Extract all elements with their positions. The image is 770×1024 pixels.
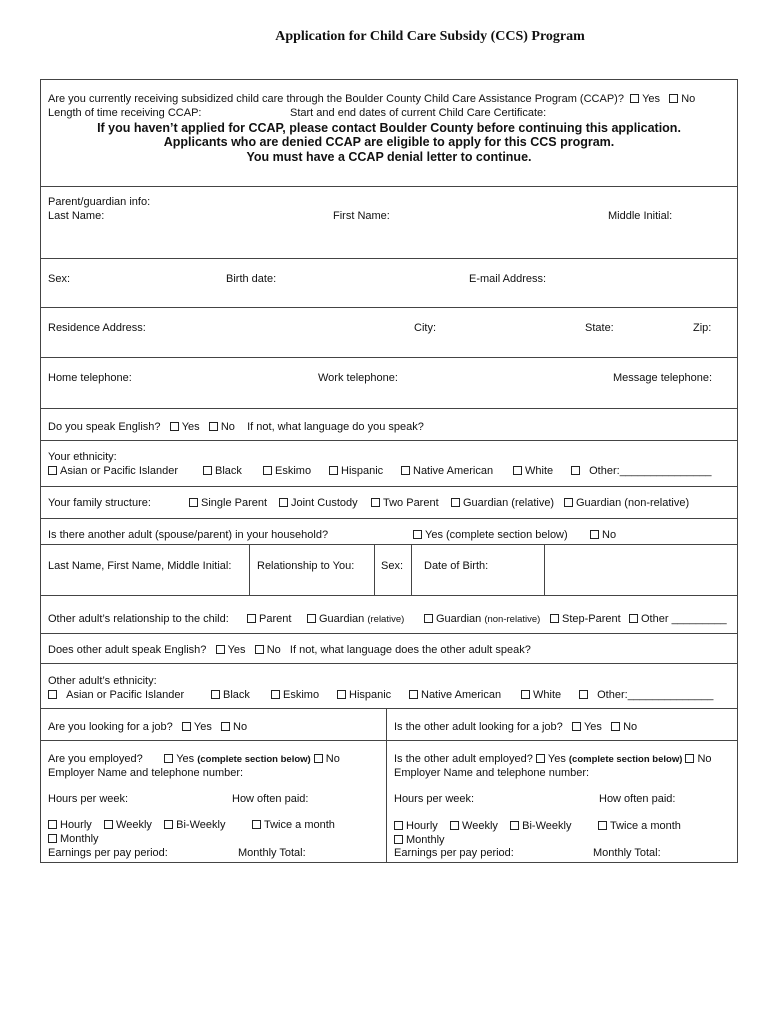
column-divider <box>386 708 387 863</box>
other-looking-job-row: Is the other adult looking for a job? Yes No <box>394 721 638 733</box>
family-option[interactable]: Guardian (relative) <box>451 497 554 510</box>
employed-no-checkbox[interactable] <box>314 754 323 763</box>
english-yes-checkbox[interactable] <box>170 422 179 431</box>
divider <box>40 440 738 441</box>
checkbox-icon <box>413 530 422 539</box>
how-often-label: How often paid: <box>232 793 309 805</box>
other-ethnicity-option[interactable]: Hispanic <box>337 689 391 702</box>
zip-field[interactable]: Zip: <box>693 322 712 334</box>
ethnicity-option[interactable]: Asian or Pacific Islander <box>48 465 178 478</box>
family-option[interactable]: Guardian (non-relative) <box>564 497 689 510</box>
ccap-yes-checkbox[interactable] <box>630 94 639 103</box>
ethnicity-option[interactable]: Black <box>203 465 242 478</box>
other-english-yes-checkbox[interactable] <box>216 645 225 654</box>
residence-field[interactable]: Residence Address: <box>48 322 146 334</box>
checkbox-icon <box>401 466 410 475</box>
checkbox-icon <box>571 466 580 475</box>
form-border-left <box>40 79 41 863</box>
other-adult-yes[interactable]: Yes (complete section below) <box>413 529 568 542</box>
checkbox-icon <box>629 614 638 623</box>
monthly-option[interactable]: Monthly <box>48 833 99 846</box>
other-english-no-checkbox[interactable] <box>255 645 264 654</box>
other-looking-yes-checkbox[interactable] <box>572 722 581 731</box>
hourly-checkbox[interactable] <box>48 820 57 829</box>
weekly-checkbox[interactable] <box>104 820 113 829</box>
biweekly-checkbox[interactable] <box>164 820 173 829</box>
other-adult-question: Is there another adult (spouse/parent) in your household? <box>48 529 329 541</box>
child-rel-parent[interactable]: Parent <box>247 613 291 626</box>
other-hours-field[interactable]: Hours per week: <box>394 793 475 805</box>
child-rel-step-parent[interactable]: Step-Parent <box>550 613 621 626</box>
other-adult-dob-field[interactable]: Date of Birth: <box>424 560 489 572</box>
home-phone-field[interactable]: Home telephone: <box>48 372 132 384</box>
divider <box>544 544 545 595</box>
family-option[interactable]: Single Parent <box>189 497 267 510</box>
ethnicity-option[interactable]: Other:_______________ <box>571 465 711 478</box>
checkbox-icon <box>307 614 316 623</box>
employer-field[interactable]: Employer Name and telephone number: <box>48 767 244 779</box>
checkbox-icon <box>189 498 198 507</box>
checkbox-icon <box>48 690 57 699</box>
checkbox-icon <box>564 498 573 507</box>
divider <box>40 708 738 709</box>
employed-row: Are you employed? Yes (complete section below) No <box>48 753 340 765</box>
other-ethnicity-option[interactable]: White <box>521 689 561 702</box>
other-biweekly-checkbox[interactable] <box>510 821 519 830</box>
divider <box>40 518 738 519</box>
other-ethnicity-option[interactable]: Eskimo <box>271 689 319 702</box>
checkbox-icon <box>48 466 57 475</box>
ethnicity-option[interactable]: Eskimo <box>263 465 311 478</box>
other-ethnicity-heading: Other adult’s ethnicity: <box>48 675 157 687</box>
ethnicity-option[interactable]: White <box>513 465 553 478</box>
looking-job-row: Are you looking for a job? Yes No <box>48 721 248 733</box>
parent-heading: Parent/guardian info: <box>48 196 151 208</box>
earnings-field[interactable]: Earnings per pay period: <box>48 847 168 859</box>
monthly-total-field[interactable]: Monthly Total: <box>238 847 306 859</box>
hours-field[interactable]: Hours per week: <box>48 793 129 805</box>
ccap-notice-2: Applicants who are denied CCAP are eligible to apply for this CCS program. <box>163 135 615 149</box>
divider <box>40 595 738 596</box>
checkbox-icon <box>211 690 220 699</box>
checkbox-icon <box>337 690 346 699</box>
child-rel-guardian-nonrelative[interactable]: Guardian (non-relative) <box>424 613 540 626</box>
checkbox-icon <box>48 834 57 843</box>
middle-initial-field[interactable]: Middle Initial: <box>608 210 673 222</box>
other-twice-month-option[interactable]: Twice a month <box>598 820 681 833</box>
divider <box>40 357 738 358</box>
checkbox-icon <box>271 690 280 699</box>
city-field[interactable]: City: <box>414 322 436 334</box>
other-adult-no[interactable]: No <box>590 529 616 542</box>
ccap-dates-label: Start and end dates of current Child Care Certificate: <box>290 107 547 119</box>
checkbox-icon <box>424 614 433 623</box>
other-employer-field[interactable]: Employer Name and telephone number: <box>394 767 590 779</box>
divider <box>40 186 738 187</box>
message-phone-field[interactable]: Message telephone: <box>613 372 713 384</box>
checkbox-icon <box>590 530 599 539</box>
checkbox-icon <box>263 466 272 475</box>
english-no-checkbox[interactable] <box>209 422 218 431</box>
form-border-top <box>40 79 738 80</box>
other-looking-no-checkbox[interactable] <box>611 722 620 731</box>
divider <box>40 486 738 487</box>
first-name-field[interactable]: First Name: <box>333 210 390 222</box>
other-employed-row: Is the other adult employed? Yes (complete section below) No <box>394 753 712 765</box>
page-title: Application for Child Care Subsidy (CCS) Program <box>275 29 585 44</box>
other-ethnicity-option[interactable]: Native American <box>409 689 501 702</box>
other-employed-yes-checkbox[interactable] <box>536 754 545 763</box>
checkbox-icon <box>203 466 212 475</box>
checkbox-icon <box>550 614 559 623</box>
other-hourly-checkbox[interactable] <box>394 821 403 830</box>
other-ethnicity-option[interactable]: Black <box>211 689 250 702</box>
ccap-length-label: Length of time receiving CCAP: <box>48 107 202 119</box>
checkbox-icon <box>394 835 403 844</box>
twice-month-option[interactable]: Twice a month <box>252 819 335 832</box>
divider <box>40 408 738 409</box>
family-label: Your family structure: <box>48 497 151 509</box>
divider <box>249 544 250 595</box>
employed-yes-checkbox[interactable] <box>164 754 173 763</box>
checkbox-icon <box>409 690 418 699</box>
other-adult-relationship-field[interactable]: Relationship to You: <box>257 560 355 572</box>
pay-frequency-row: Hourly Weekly Bi-Weekly <box>48 819 225 832</box>
sex-field[interactable]: Sex: <box>48 273 71 285</box>
child-relationship-label: Other adult’s relationship to the child: <box>48 613 229 625</box>
other-pay-frequency-row: Hourly Weekly Bi-Weekly <box>394 820 571 833</box>
checkbox-icon <box>451 498 460 507</box>
other-employed-no-checkbox[interactable] <box>685 754 694 763</box>
ethnicity-heading: Your ethnicity: <box>48 451 117 463</box>
child-rel-guardian-relative[interactable]: Guardian (relative) <box>307 613 404 626</box>
checkbox-icon <box>329 466 338 475</box>
form-border-right <box>737 79 738 863</box>
state-field[interactable]: State: <box>585 322 614 334</box>
divider <box>40 307 738 308</box>
other-monthly-total-field[interactable]: Monthly Total: <box>593 847 661 859</box>
checkbox-icon <box>247 614 256 623</box>
other-weekly-checkbox[interactable] <box>450 821 459 830</box>
divider <box>40 544 738 545</box>
family-option[interactable]: Two Parent <box>371 497 439 510</box>
divider <box>40 258 738 259</box>
ccap-no-checkbox[interactable] <box>669 94 678 103</box>
birth-date-field[interactable]: Birth date: <box>226 273 277 285</box>
checkbox-icon <box>521 690 530 699</box>
work-phone-field[interactable]: Work telephone: <box>318 372 398 384</box>
other-how-often-label: How often paid: <box>599 793 676 805</box>
other-ethnicity-option[interactable]: Other:______________ <box>579 689 713 702</box>
other-adult-english-row: Does other adult speak English? Yes No If not, what language does the other adult speak? <box>48 644 531 656</box>
family-option[interactable]: Joint Custody <box>279 497 358 510</box>
checkbox-icon <box>579 690 588 699</box>
english-row: Do you speak English? Yes No If not, what language do you speak? <box>48 421 424 433</box>
child-rel-other[interactable]: Other _________ <box>629 613 727 626</box>
ethnicity-option[interactable]: Native American <box>401 465 493 478</box>
divider <box>374 544 375 595</box>
other-adult-name-field[interactable]: Last Name, First Name, Middle Initial: <box>48 560 232 572</box>
last-name-field[interactable]: Last Name: <box>48 210 105 222</box>
ccap-notice-1: If you haven’t applied for CCAP, please contact Boulder County before continuing this application. <box>97 121 681 135</box>
checkbox-icon <box>252 820 261 829</box>
other-adult-sex-field[interactable]: Sex: <box>381 560 404 572</box>
looking-no-checkbox[interactable] <box>221 722 230 731</box>
email-field[interactable]: E-mail Address: <box>469 273 547 285</box>
ccap-question: Are you currently receiving subsidized child care through the Boulder County Child Care Assistance Program (CCAP)? Yes No <box>48 93 696 105</box>
ccap-notice-3: You must have a CCAP denial letter to continue. <box>246 150 532 164</box>
ethnicity-option[interactable]: Hispanic <box>329 465 383 478</box>
form-border-bottom <box>40 862 738 863</box>
other-monthly-option[interactable]: Monthly <box>394 834 445 847</box>
checkbox-icon <box>279 498 288 507</box>
divider <box>411 544 412 595</box>
other-ethnicity-option[interactable]: Asian or Pacific Islander <box>48 689 184 702</box>
divider <box>40 633 738 634</box>
divider <box>40 740 738 741</box>
checkbox-icon <box>598 821 607 830</box>
checkbox-icon <box>371 498 380 507</box>
looking-yes-checkbox[interactable] <box>182 722 191 731</box>
checkbox-icon <box>513 466 522 475</box>
divider <box>40 663 738 664</box>
other-earnings-field[interactable]: Earnings per pay period: <box>394 847 514 859</box>
